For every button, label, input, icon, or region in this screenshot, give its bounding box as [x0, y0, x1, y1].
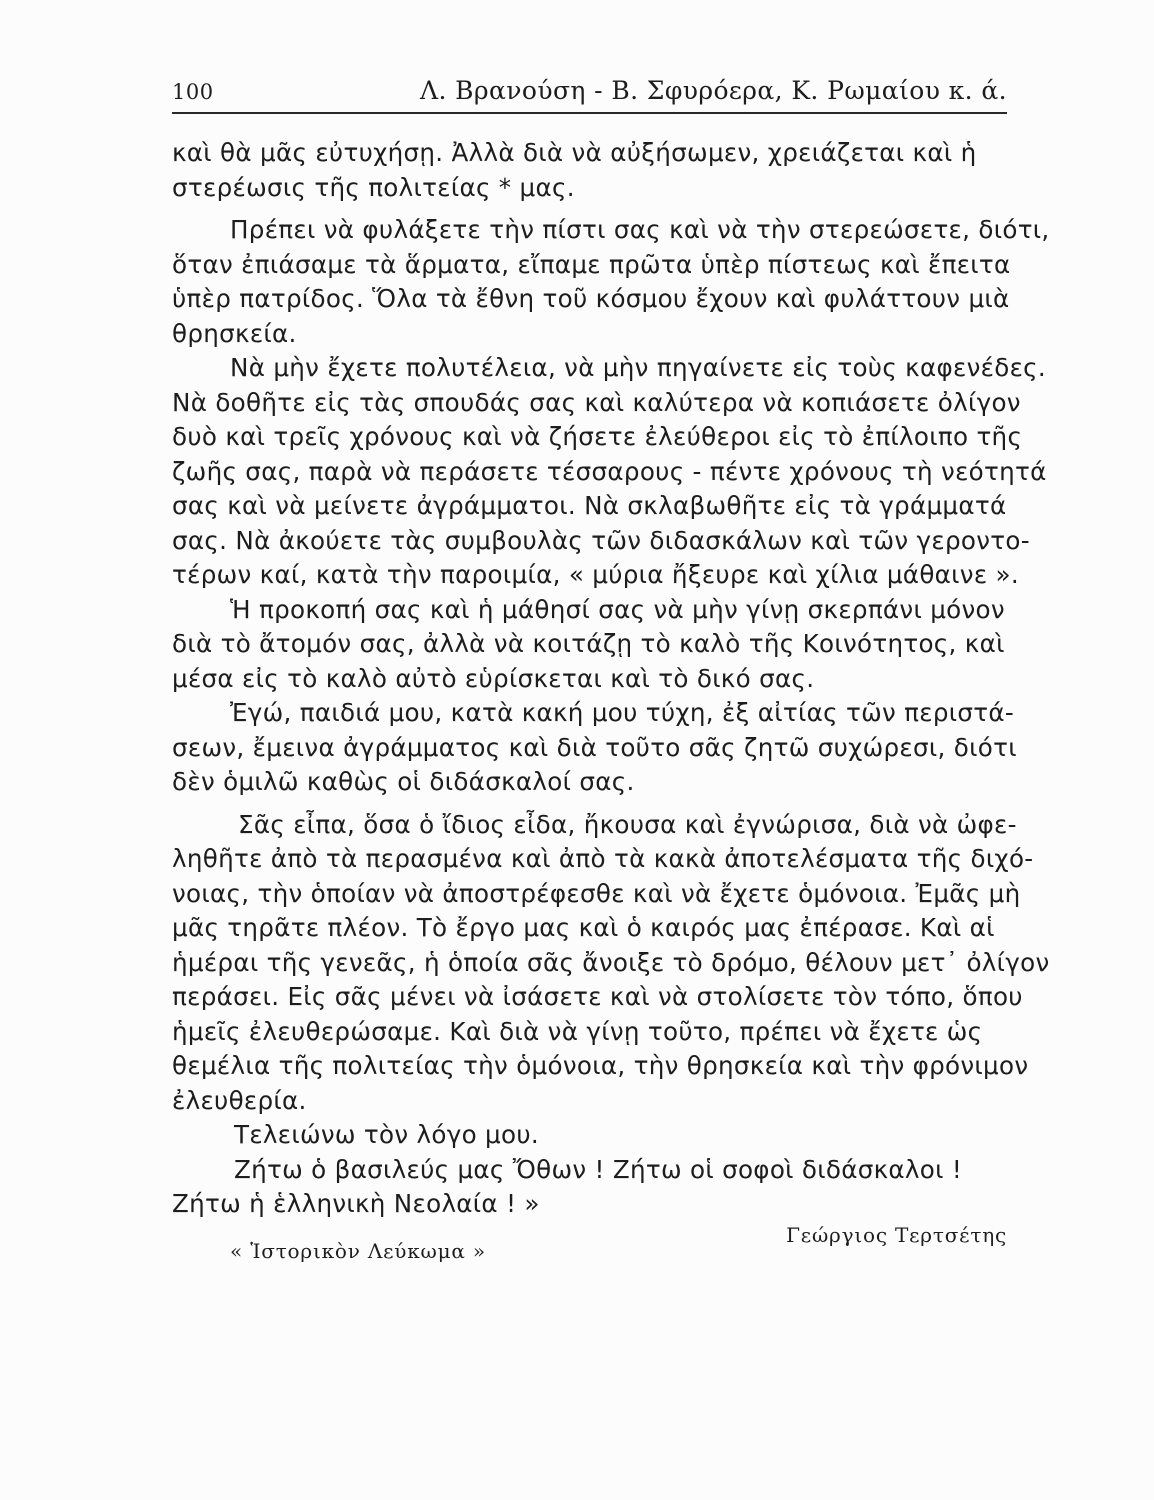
body-text	[172, 136, 1050, 1222]
text-line: σας καὶ νὰ μείνετε ἀγράμματοι. Νὰ σκλαβωθῆτε εἰς τὰ γράμματά	[172, 491, 1007, 520]
text-line: περάσει. Εἰς σᾶς μένει νὰ ἰσάσετε καὶ νὰ στολίσετε τὸν τόπο, ὅπου	[172, 982, 1023, 1011]
text-line: Σᾶς εἶπα, ὅσα ὁ ἴδιος εἶδα, ἤκουσα καὶ ἐγνώρισα, διὰ νὰ ὠφε-	[238, 809, 1017, 839]
text-line: θρησκεία.	[172, 318, 297, 348]
page-header	[172, 70, 1007, 114]
text-line: Νὰ δοθῆτε εἰς τὰς σπουδάς σας καὶ καλύτερα νὰ κοπιάσετε ὀλίγον	[172, 387, 1021, 417]
text-line: σας. Νὰ ἀκούετε τὰς συμβουλὰς τῶν διδασκάλων καὶ τῶν γεροντο-	[172, 525, 1030, 555]
source-citation: « Ἱστορικὸν Λεύκωμα »	[230, 1239, 486, 1263]
text-line: Νὰ μὴν ἔχετε πολυτέλεια, νὰ μὴν πηγαίνετε εἰς τοὺς καφενέδες.	[230, 353, 1047, 382]
text-line: στερέωσις τῆς πολιτείας * μας.	[172, 172, 575, 202]
text-line: δυὸ καὶ τρεῖς χρόνους καὶ νὰ ζήσετε ἐλεύθεροι εἰς τὸ ἐπίλοιπο τῆς	[172, 422, 1023, 451]
text-line: διὰ τὸ ἄτομόν σας, ἀλλὰ νὰ κοιτάζῃ τὸ καλὸ τῆς Κοινότητος, καὶ	[172, 629, 1005, 658]
page-number: 100	[172, 80, 214, 104]
text-line: νοιας, τὴν ὁποίαν νὰ ἀποστρέφεσθε καὶ νὰ ἔχετε ὁμόνοια. Ἐμᾶς μὴ	[172, 878, 1021, 908]
text-line: καὶ θὰ μᾶς εὐτυχήσῃ. Ἀλλὰ διὰ νὰ αὐξήσωμεν, χρειάζεται καὶ ἡ	[172, 138, 977, 167]
header-rule	[172, 112, 1007, 114]
text-line: ἡμέραι τῆς γενεᾶς, ἡ ὁποία σᾶς ἄνοιξε τὸ δρόμο, θέλουν μετ᾽ ὀλίγον	[172, 947, 1050, 977]
author-signature: Γεώργιος Τερτσέτης	[786, 1223, 1007, 1247]
text-line: ὑπὲρ πατρίδος. Ὅλα τὰ ἔθνη τοῦ κόσμου ἔχουν καὶ φυλάττουν μιὰ	[172, 284, 1010, 313]
text-line: ζωῆς σας, παρὰ νὰ περάσετε τέσσαρους - πέντε χρόνους τὴ νεότητά	[172, 456, 1047, 486]
text-line: ληθῆτε ἀπὸ τὰ περασμένα καὶ ἀπὸ τὰ κακὰ ἀποτελέσματα τῆς διχό-	[172, 844, 1034, 873]
text-line: ὅταν ἐπιάσαμε τὰ ἅρματα, εἴπαμε πρῶτα ὑπὲρ πίστεως καὶ ἔπειτα	[172, 249, 1011, 279]
text-line: τέρων καί, κατὰ τὴν παροιμία, « μύρια ἤξευρε καὶ χίλια μάθαινε ».	[172, 560, 1020, 589]
running-head: Λ. Βρανούση - Β. Σφυρόερα, Κ. Ρωμαίου κ. ά.	[420, 76, 1007, 105]
text-line: μᾶς τηρᾶτε πλέον. Τὸ ἔργο μας καὶ ὁ καιρός μας ἐπέρασε. Καὶ αἱ	[172, 913, 995, 942]
text-line: Ζήτω ἡ ἑλληνικὴ Νεολαία ! »	[172, 1189, 540, 1218]
text-line: σεων, ἔμεινα ἀγράμματος καὶ διὰ τοῦτο σᾶς ζητῶ συχώρεσι, διότι	[172, 732, 1017, 762]
text-line: Πρέπει νὰ φυλάξετε τὴν πίστι σας καὶ νὰ τὴν στερεώσετε, διότι,	[230, 215, 1050, 244]
text-line: Τελειώνω τὸν λόγο μου.	[234, 1120, 540, 1149]
text-line: Ζήτω ὁ βασιλεύς μας Ὄθων ! Ζήτω οἱ σοφοὶ διδάσκαλοι !	[234, 1154, 963, 1184]
page-footer	[172, 1217, 1007, 1267]
text-line: μέσα εἰς τὸ καλὸ αὐτὸ εὑρίσκεται καὶ τὸ δικό σας.	[172, 663, 815, 693]
text-line: Ἡ προκοπή σας καὶ ἡ μάθησί σας νὰ μὴν γίνῃ σκερπάνι μόνον	[230, 594, 1005, 624]
text-line: θεμέλια τῆς πολιτείας τὴν ὁμόνοια, τὴν θρησκεία καὶ τὴν φρόνιμον	[172, 1051, 1029, 1080]
text-line: ἡμεῖς ἐλευθερώσαμε. Καὶ διὰ νὰ γίνῃ τοῦτο, πρέπει νὰ ἔχετε ὡς	[172, 1016, 983, 1046]
text-line: δὲν ὁμιλῶ καθὼς οἱ διδάσκαλοί σας.	[172, 767, 635, 796]
text-line: Ἐγώ, παιδιά μου, κατὰ κακή μου τύχη, ἐξ αἰτίας τῶν περιστά-	[230, 698, 1015, 727]
text-line: ἐλευθερία.	[172, 1085, 307, 1115]
